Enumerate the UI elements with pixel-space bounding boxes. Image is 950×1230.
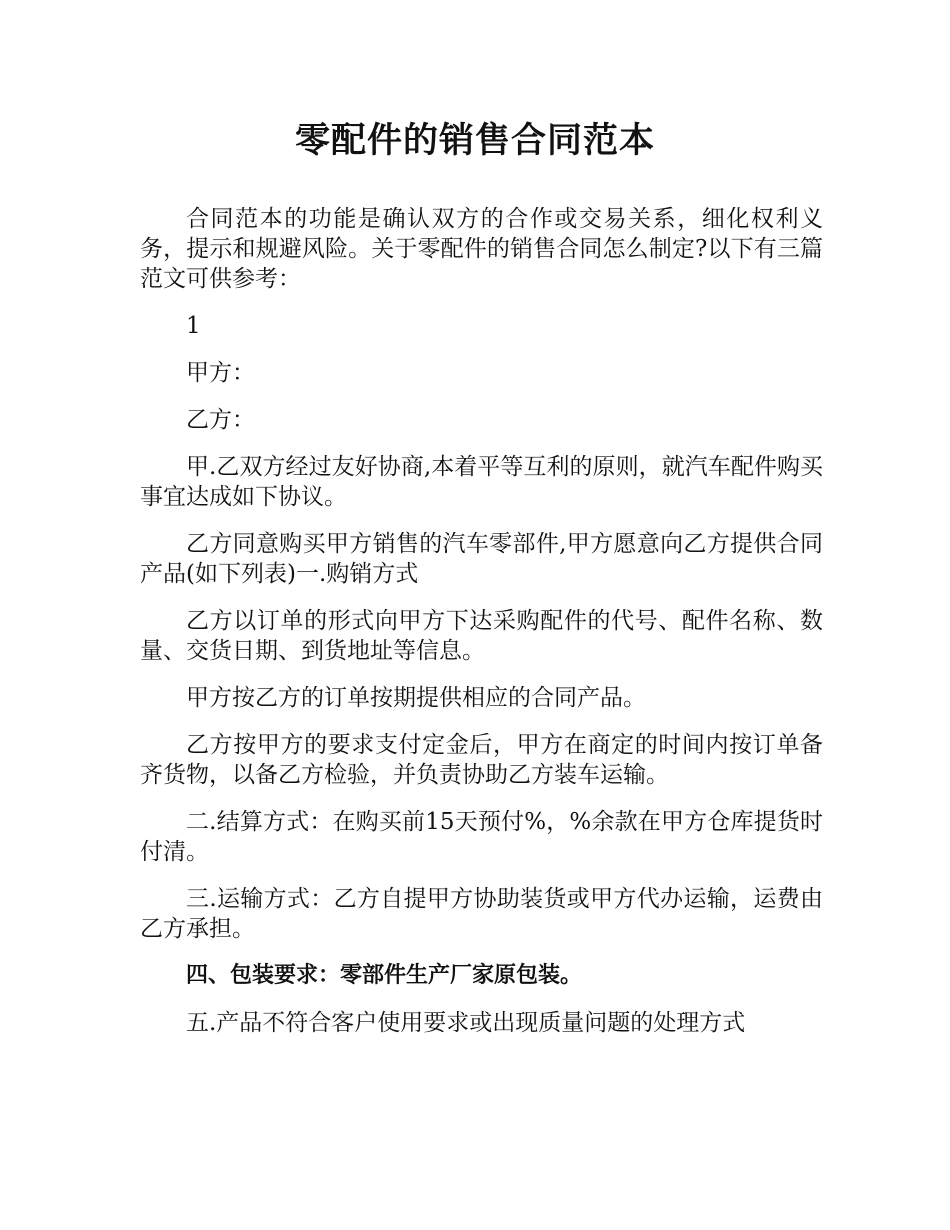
paragraph-order-info: 乙方以订单的形式向甲方下达采购配件的代号、配件名称、数量、交货日期、到货地址等信息。 — [140, 608, 823, 664]
paragraph-quality-issues: 五.产品不符合客户使用要求或出现质量问题的处理方式 — [186, 1010, 746, 1036]
paragraph-settlement: 二.结算方式：在购买前15天预付%，%余款在甲方仓库提货时付清。 — [140, 809, 823, 865]
paragraph-party-a: 甲方： — [186, 360, 255, 386]
paragraph-packaging: 四、包装要求：零部件生产厂家原包装。 — [186, 963, 583, 988]
page-title: 零配件的销售合同范本 — [294, 121, 655, 161]
paragraph-supply: 甲方按乙方的订单按期提供相应的合同产品。 — [186, 685, 646, 711]
paragraph-purchase-method: 乙方同意购买甲方销售的汽车零部件,甲方愿意向乙方提供合同产品(如下列表)一.购销方式 — [140, 531, 823, 587]
document-body — [140, 204, 823, 1055]
paragraph-party-b: 乙方： — [186, 407, 255, 433]
paragraph-transport: 三.运输方式：乙方自提甲方协助装货或甲方代办运输，运费由乙方承担。 — [140, 886, 823, 942]
paragraph-intro: 合同范本的功能是确认双方的合作或交易关系，细化权利义务，提示和规避风险。关于零配件的销售合同怎么制定?以下有三篇范文可供参考： — [140, 206, 823, 292]
paragraph-deposit: 乙方按甲方的要求支付定金后，甲方在商定的时间内按订单备齐货物，以备乙方检验，并负责协助乙方装车运输。 — [140, 732, 823, 788]
paragraph-agreement: 甲.乙双方经过友好协商,本着平等互利的原则，就汽车配件购买事宜达成如下协议。 — [140, 454, 823, 510]
paragraph-sample-number: 1 — [186, 313, 201, 339]
